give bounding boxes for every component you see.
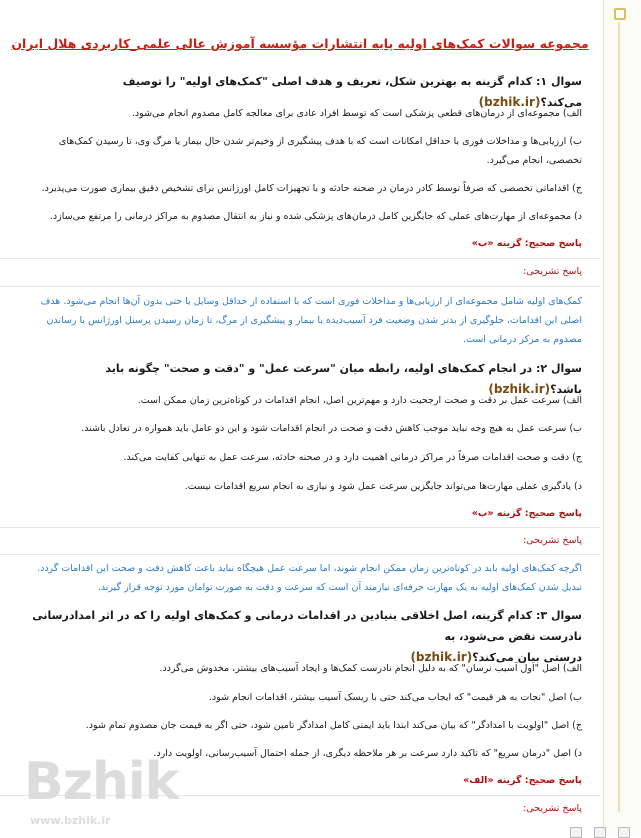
- q3-option-d: د) اصل "درمان سریع" که تاکید دارد سرعت بر هر ملاحظه دیگری، از جمله احتمال آسیب‌رسانی، اولویت دارد.: [153, 748, 582, 759]
- q1-option-a: الف) مجموعه‌ای از درمان‌های قطعی پزشکی است که توسط افراد عادی برای معالجه کامل مصدوم انجام می‌شود.: [131, 108, 582, 119]
- q1-explanation-line3: مصدوم به مرکز درمانی است.: [462, 334, 582, 345]
- q3-correct-answer: پاسخ صحیح: گزینه «الف»: [463, 775, 582, 786]
- q1-option-c: ج) اقداماتی تخصصی که صرفاً توسط کادر درمان در صحنه حادثه و با تجهیزات کامل اورژانس برای تشخیص دقیق بیماری صورت می‌پذیرد.: [41, 183, 582, 194]
- bzhik-watermark: [8, 752, 179, 832]
- document-title: مجموعه سوالات کمک‌های اولیه پایه انتشارات مؤسسه آموزش عالی علمی_کاربردی هلال ایران: [11, 36, 589, 51]
- fullscreen-icon[interactable]: [618, 827, 630, 838]
- divider: [0, 527, 600, 528]
- question-3-text-line1: سوال ۳: کدام گزینه، اصل اخلاقی بنیادین در اقدامات درمانی و کمک‌های اولیه را که در اثر امدادرسانی نادرست نقض می‌شود، به: [32, 609, 582, 643]
- viewer-toolbar: [566, 826, 641, 837]
- site-tag[interactable]: (bzhik.ir): [478, 95, 541, 109]
- q3-explanation-label: پاسخ تشریحی:: [523, 803, 582, 814]
- divider: [0, 554, 600, 555]
- q2-explanation-line2: تبدیل شدن کمک‌های اولیه به یک مهارت حرفه‌ای نیازمند آن است که سرعت و دقت به صورت توامان مورد توجه قرار گیرند.: [97, 582, 582, 593]
- q2-option-c: ج) دقت و صحت اقدامات صرفاً در مراکز درمانی اهمیت دارد و در صحنه حادثه، سرعت عمل به تنهایی کفایت می‌کند.: [123, 452, 582, 463]
- watermark-logo-text: Bzhik: [24, 752, 179, 812]
- q2-option-a: الف) سرعت عمل بر دقت و صحت ارجحیت دارد و مهم‌ترین اصل، انجام اقدامات در کوتاه‌ترین زمان ممکن است.: [137, 395, 582, 406]
- q3-option-b: ب) اصل "نجات به هر قیمت" که ایجاب می‌کند حتی با ریسک آسیب بیشتر، اقدامات انجام شود.: [208, 692, 582, 703]
- question-3-text-line2: درستی بیان می‌کند؟: [472, 651, 582, 664]
- q1-option-d: د) مجموعه‌ای از مهارت‌های عملی که جایگزین کامل درمان‌های پزشکی شده و نیاز به انتقال مصدوم به مراکز درمانی را مرتفع می‌سازد.: [49, 211, 582, 222]
- question-1-text: سوال ۱: کدام گزینه به بهترین شکل، تعریف و هدف اصلی "کمک‌های اولیه" را توصیف می‌کند؟: [122, 75, 582, 109]
- divider: [0, 286, 600, 287]
- right-margin-strip: [603, 0, 641, 837]
- q2-correct-answer: پاسخ صحیح: گزینه «ب»: [471, 508, 582, 519]
- fit-width-icon[interactable]: [594, 827, 606, 838]
- q1-explanation-line2: اصلی این اقدامات، جلوگیری از بدتر شدن وضعیت فرد آسیب‌دیده یا بیمار و پیشگیری از مرگ، تا زمان رسیدن پرسنل اورژانس یا رساندن: [46, 315, 582, 326]
- q3-option-a: الف) اصل "اول آسیب نرسان" که به دلیل انجام نادرست کمک‌ها و ایجاد آسیب‌های بیشتر، مخدوش می‌گردد.: [159, 663, 582, 674]
- bookmark-icon: [614, 8, 626, 20]
- q1-explanation-label: پاسخ تشریحی:: [523, 266, 582, 277]
- q1-explanation-line1: کمک‌های اولیه شامل مجموعه‌ای از ارزیابی‌ها و مداخلات فوری است که با استفاده از حداقل وسایل یا حتی بدون آن‌ها انجام می‌شود. هدف: [40, 296, 582, 307]
- margin-line: [618, 22, 620, 812]
- site-tag[interactable]: (bzhik.ir): [488, 382, 551, 396]
- page-view-icon[interactable]: [570, 827, 582, 838]
- q1-option-b-line1: ب) ارزیابی‌ها و مداخلات فوری با حداقل امکانات است که با هدف پیشگیری از وخیم‌تر شدن حال بیمار یا مرگ وی، تا رسیدن کمک‌های: [58, 136, 582, 147]
- site-tag[interactable]: (bzhik.ir): [410, 650, 473, 664]
- divider: [0, 258, 600, 259]
- question-2-text: سوال ۲: در انجام کمک‌های اولیه، رابطه میان "سرعت عمل" و "دقت و صحت" چگونه باید باشد؟: [105, 362, 582, 396]
- q3-option-c: ج) اصل "اولویت با امدادگر" که بیان می‌کند ابتدا باید ایمنی کامل امدادگر تامین شود، حتی اگر به قیمت جان مصدوم تمام شود.: [85, 720, 582, 731]
- q2-explanation-line1: اگرچه کمک‌های اولیه باید در کوتاه‌ترین زمان ممکن انجام شوند، اما سرعت عمل هیچگاه نباید باعث کاهش دقت و صحت این اقدامات گردد.: [37, 563, 582, 574]
- q2-option-d: د) یادگیری عملی مهارت‌ها می‌تواند جایگزین سرعت عمل شود و نیازی به انجام سریع اقدامات نیست.: [184, 481, 582, 492]
- q2-option-b: ب) سرعت عمل به هیچ وجه نباید موجب کاهش دقت و صحت در انجام اقدامات شود و این دو عامل باید همواره در تعادل باشند.: [81, 423, 582, 434]
- watermark-url: www.bzhik.ir: [30, 814, 111, 827]
- q1-correct-answer: پاسخ صحیح: گزینه «ب»: [471, 238, 582, 249]
- q1-option-b-line2: تخصصی، انجام می‌گیرد.: [486, 155, 582, 166]
- q2-explanation-label: پاسخ تشریحی:: [523, 535, 582, 546]
